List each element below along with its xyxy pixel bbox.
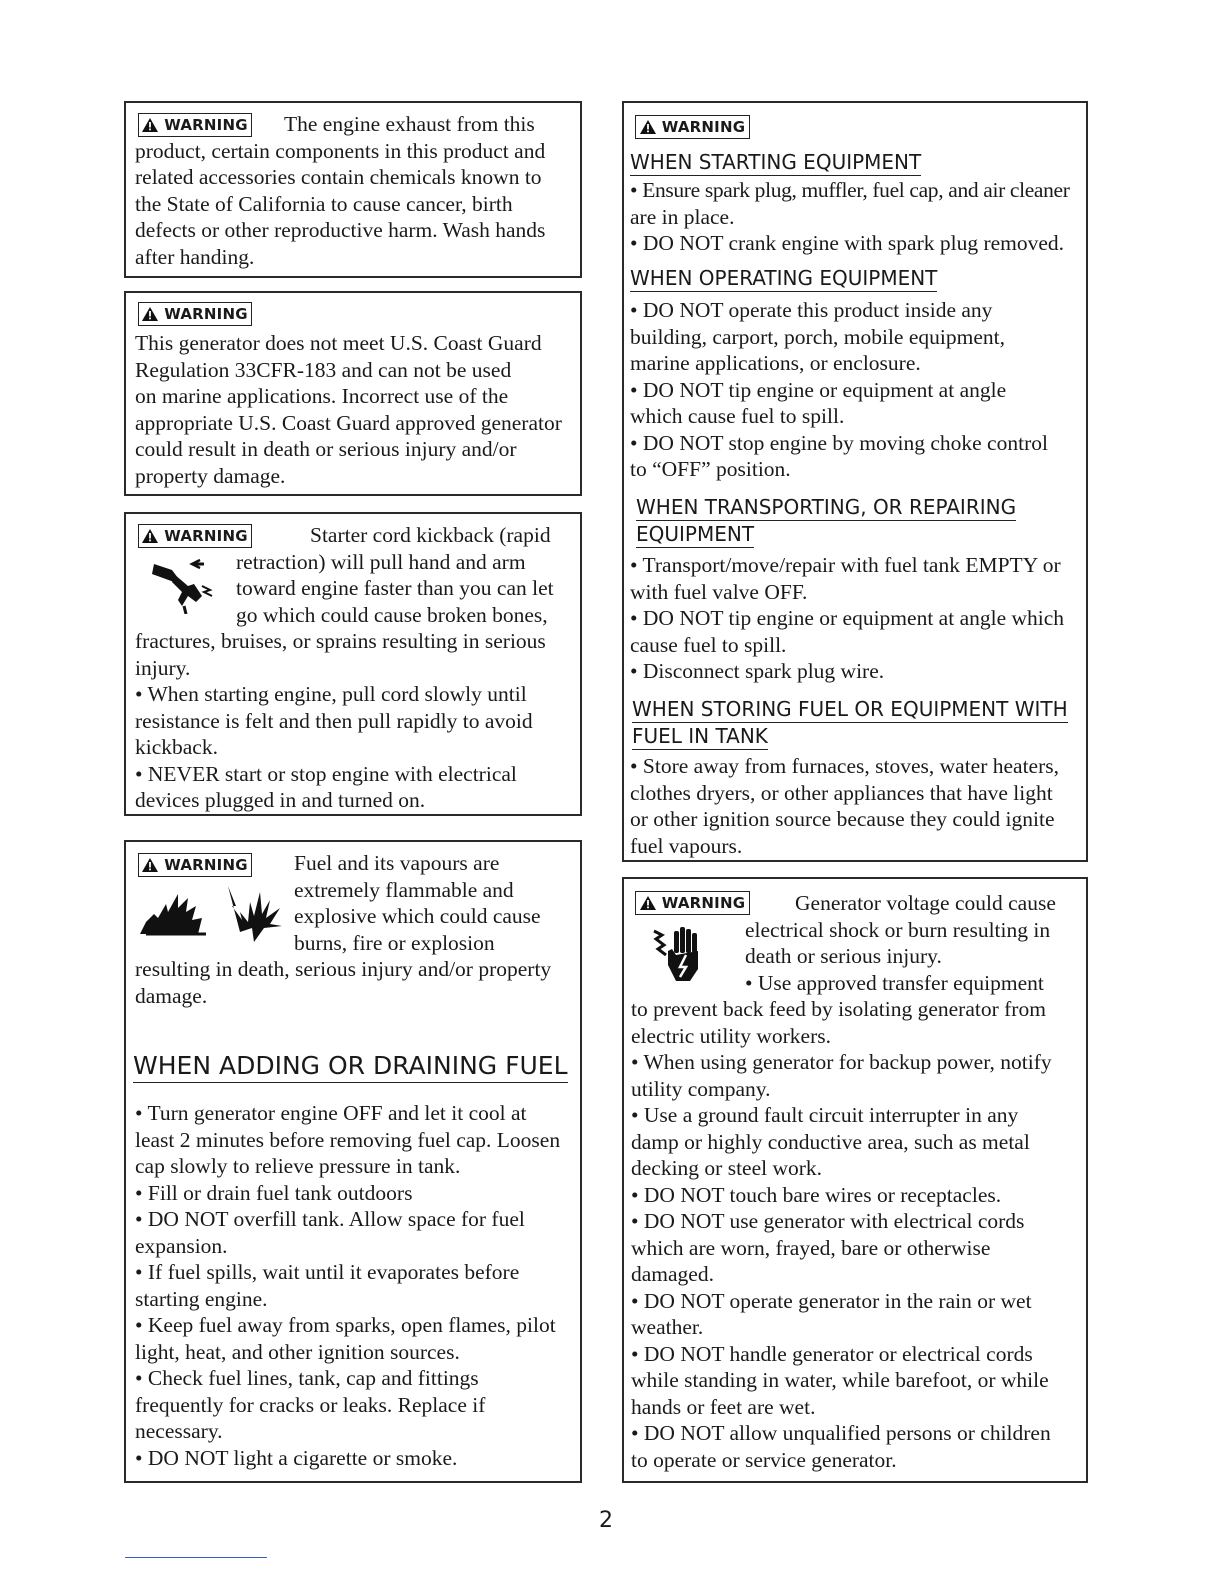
body-line: electrical shock or burn resulting in	[745, 917, 1051, 942]
bullet-line: • DO NOT touch bare wires or receptacles.	[631, 1182, 1002, 1207]
body-line: toward engine faster than you can let	[236, 576, 554, 600]
body-line: • NEVER start or stop engine with electrical	[135, 761, 517, 786]
warning-triangle-icon	[640, 896, 656, 910]
warning-box-coast-guard	[124, 291, 582, 496]
body-line: explosive which could cause	[294, 904, 541, 928]
warning-box-prop65	[124, 101, 582, 278]
body-line: Generator voltage could cause	[795, 891, 1056, 915]
bullet-line: • DO NOT handle generator or electrical cords	[631, 1341, 1033, 1366]
warning-label: WARNING	[164, 116, 248, 134]
bullet-line: • DO NOT operate this product inside any	[630, 298, 993, 322]
body-line: This generator does not meet U.S. Coast Guard	[135, 331, 542, 355]
bullet-line: building, carport, porch, mobile equipment,	[630, 324, 1005, 349]
body-line: could result in death or serious injury and/or	[135, 437, 517, 461]
section-heading-operating: WHEN OPERATING EQUIPMENT	[630, 266, 938, 290]
body-line: product, certain components in this product and	[135, 138, 546, 163]
warning-box-equipment	[622, 101, 1088, 862]
warning-badge	[138, 302, 252, 326]
fire-icon	[138, 884, 210, 936]
warning-box-kickback	[124, 512, 582, 816]
section-heading-transporting: WHEN TRANSPORTING, OR REPAIRING	[636, 495, 1017, 519]
bullet-line: expansion.	[135, 1233, 228, 1258]
warning-triangle-icon	[142, 529, 158, 543]
warning-label: WARNING	[661, 118, 746, 136]
body-line: related accessories contain chemicals known to	[135, 165, 542, 189]
bullet-line: • DO NOT overfill tank. Allow space for fuel	[135, 1207, 525, 1231]
body-line: Regulation 33CFR-183 and can not be used	[135, 357, 512, 382]
body-line: on marine applications. Incorrect use of the	[135, 384, 509, 408]
section-heading-storing-cont: FUEL IN TANK	[632, 724, 768, 748]
bullet-line: necessary.	[135, 1419, 223, 1443]
bullet-line: • DO NOT allow unqualified persons or children	[631, 1421, 1051, 1445]
warning-badge	[635, 891, 750, 915]
bullet-line: • When using generator for backup power, notify	[631, 1050, 1052, 1074]
body-line: burns, fire or explosion	[294, 930, 495, 955]
bullet-line: • Transport/move/repair with fuel tank EMPTY or	[630, 553, 1061, 577]
bullet-line: utility company.	[631, 1076, 771, 1101]
bullet-line: to operate or service generator.	[631, 1447, 897, 1472]
bullet-line: • Store away from furnaces, stoves, water heaters,	[630, 754, 1060, 778]
body-line: damage.	[135, 983, 208, 1008]
bullet-line: • DO NOT tip engine or equipment at angle	[630, 377, 1007, 402]
bullet-line: • If fuel spills, wait until it evaporates before	[135, 1260, 520, 1284]
warning-box-electrical	[622, 877, 1088, 1483]
bullet-line: • DO NOT use generator with electrical cords	[631, 1209, 1025, 1233]
warning-box-fuel	[124, 840, 582, 1483]
warning-badge	[635, 115, 750, 139]
bullet-line: starting engine.	[135, 1286, 268, 1311]
warning-triangle-icon	[640, 120, 656, 134]
warning-triangle-icon	[142, 307, 158, 321]
electric-shock-hand-icon	[650, 925, 712, 985]
warning-label: WARNING	[164, 305, 248, 323]
bullet-line: decking or steel work.	[631, 1156, 823, 1180]
bullet-line: are in place.	[630, 204, 735, 229]
bullet-line: • Keep fuel away from sparks, open flames, pilot	[135, 1313, 556, 1337]
bullet-line: least 2 minutes before removing fuel cap. Loosen	[135, 1127, 561, 1152]
bullet-line: frequently for cracks or leaks. Replace if	[135, 1392, 486, 1417]
bullet-line: while standing in water, while barefoot, or while	[631, 1368, 1049, 1392]
warning-badge	[138, 113, 252, 137]
bullet-line: • DO NOT light a cigarette or smoke.	[135, 1445, 458, 1470]
bullet-line: damaged.	[631, 1262, 714, 1286]
section-heading-starting: WHEN STARTING EQUIPMENT	[630, 150, 922, 174]
bullet-line: • Ensure spark plug, muffler, fuel cap, and air cleaner	[630, 178, 1070, 202]
page-number: 2	[599, 1508, 613, 1533]
body-line: appropriate U.S. Coast Guard approved generator	[135, 410, 562, 435]
footnote-divider	[125, 1557, 267, 1558]
bullet-line: which are worn, frayed, bare or otherwise	[631, 1235, 991, 1260]
body-line: go which could cause broken bones,	[236, 602, 548, 627]
explosion-icon	[224, 882, 286, 942]
bullet-line: to prevent back feed by isolating generator from	[631, 997, 1046, 1021]
bullet-line: cap slowly to relieve pressure in tank.	[135, 1154, 461, 1178]
bullet-line: • DO NOT stop engine by moving choke control	[630, 430, 1048, 455]
bullet-line: damp or highly conductive area, such as metal	[631, 1129, 1030, 1154]
bullet-line: to “OFF” position.	[630, 457, 791, 481]
bullet-line: • Turn generator engine OFF and let it cool at	[135, 1101, 527, 1125]
bullet-line: • Fill or drain fuel tank outdoors	[135, 1180, 413, 1205]
bullet-line: • DO NOT operate generator in the rain or wet	[631, 1288, 1032, 1313]
body-line: after handing.	[135, 244, 255, 269]
warning-triangle-icon	[142, 118, 158, 132]
bullet-line: which cause fuel to spill.	[630, 404, 845, 428]
body-line: defects or other reproductive harm. Wash hands	[135, 218, 546, 242]
section-heading-transporting-cont: EQUIPMENT	[636, 522, 755, 546]
warning-badge	[138, 524, 252, 548]
bullet-line: marine applications, or enclosure.	[630, 351, 921, 375]
body-line: retraction) will pull hand and arm	[236, 549, 526, 574]
body-line: death or serious injury.	[745, 944, 942, 968]
kickback-hand-icon	[148, 556, 228, 614]
section-heading-adding-fuel: WHEN ADDING OR DRAINING FUEL	[133, 1051, 568, 1081]
warning-label: WARNING	[164, 856, 248, 874]
warning-triangle-icon	[142, 858, 158, 872]
bullet-line: • Disconnect spark plug wire.	[630, 659, 885, 683]
bullet-line: weather.	[631, 1315, 704, 1339]
body-line: resulting in death, serious injury and/or property	[135, 957, 552, 981]
bullet-line: cause fuel to spill.	[630, 632, 787, 657]
body-line: property damage.	[135, 463, 286, 488]
body-line: the State of California to cause cancer, birth	[135, 191, 513, 216]
warning-badge	[138, 853, 252, 877]
body-line: injury.	[135, 655, 191, 680]
bullet-line: electric utility workers.	[631, 1023, 831, 1048]
body-line: fractures, bruises, or sprains resulting in serious	[135, 629, 546, 653]
section-heading-storing: WHEN STORING FUEL OR EQUIPMENT WITH	[632, 697, 1068, 721]
body-line: resistance is felt and then pull rapidly to avoid	[135, 708, 533, 733]
warning-label: WARNING	[661, 894, 746, 912]
bullet-line: • Use a ground fault circuit interrupter in any	[631, 1103, 1019, 1127]
bullet-line: with fuel valve OFF.	[630, 579, 808, 604]
bullet-line: • DO NOT crank engine with spark plug removed.	[630, 231, 1065, 255]
bullet-line: • Use approved transfer equipment	[745, 970, 1044, 995]
warning-label: WARNING	[164, 527, 248, 545]
bullet-line: or other ignition source because they could ignite	[630, 807, 1055, 831]
body-line: • When starting engine, pull cord slowly until	[135, 682, 527, 706]
body-line: devices plugged in and turned on.	[135, 788, 426, 812]
body-line: The engine exhaust from this	[284, 112, 535, 136]
bullet-line: • Check fuel lines, tank, cap and fittings	[135, 1366, 479, 1390]
bullet-line: light, heat, and other ignition sources.	[135, 1339, 460, 1364]
bullet-line: • DO NOT tip engine or equipment at angle which	[630, 606, 1065, 630]
body-line: kickback.	[135, 735, 218, 759]
bullet-line: fuel vapours.	[630, 833, 743, 858]
body-line: Fuel and its vapours are	[294, 851, 500, 875]
bullet-line: hands or feet are wet.	[631, 1394, 816, 1419]
bullet-line: clothes dryers, or other appliances that have light	[630, 780, 1053, 805]
body-line: Starter cord kickback (rapid	[310, 523, 551, 547]
body-line: extremely flammable and	[294, 877, 514, 902]
